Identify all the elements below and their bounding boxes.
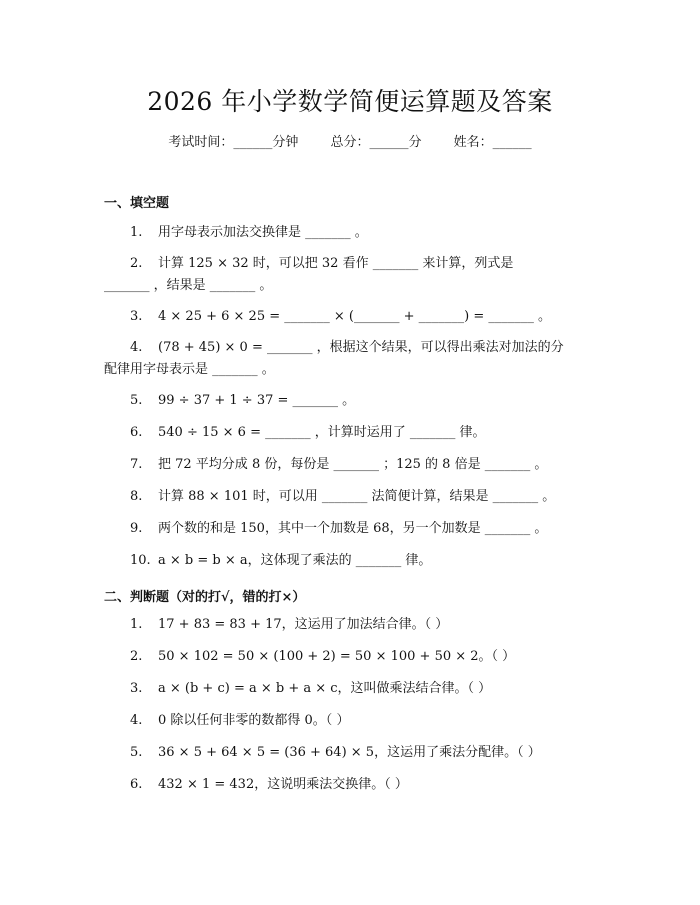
question-number: 6. [130,425,143,440]
exam-time: 考试时间：______分钟 [168,135,299,150]
page-title: 2026 年小学数学简便运算题及答案 [147,87,553,116]
question-number: 3. [130,681,143,696]
question-text: 36 × 5 + 64 × 5 = (36 + 64) × 5，这运用了乘法分配律。（ ） [158,745,541,760]
question-item [104,710,598,732]
question-number: 1. [130,225,143,240]
question-text: 用字母表示加法交换律是 _______ 。 [158,225,368,240]
question-number: 1. [130,617,143,632]
question-item [104,742,598,764]
question-item [104,253,598,297]
exam-meta [0,131,700,150]
question-text: 0 除以任何非零的数都得 0。（ ） [158,713,350,728]
question-text: 计算 88 × 101 时，可以用 _______ 法简便计算，结果是 _______ 。 [158,489,556,504]
question-number: 2. [130,256,143,271]
question-text: (78 + 45) × 0 = _______ ，根据这个结果，可以得出乘法对加法的分 [158,340,564,355]
question-number: 5. [130,393,143,408]
question-number: 3. [130,309,143,324]
question-item [104,337,598,381]
question-item [104,222,598,244]
question-text: 99 ÷ 37 + 1 ÷ 37 = _______ 。 [158,393,356,408]
question-number: 2. [130,649,143,664]
student-name: 姓名：______ [453,135,532,150]
question-item [104,306,598,328]
question-item [104,678,598,700]
question-number: 4. [130,713,143,728]
question-item [104,646,598,668]
question-number: 4. [130,340,143,355]
question-number: 9. [130,521,143,536]
question-text: 17 + 83 = 83 + 17，这运用了加法结合律。（ ） [158,617,449,632]
question-text: 540 ÷ 15 × 6 = _______ ，计算时运用了 _______ 律。 [158,425,486,440]
section-heading-true-false: 二、判断题（对的打√，错的打×） [104,590,306,605]
question-item [104,422,598,444]
question-text: 50 × 102 = 50 × (100 + 2) = 50 × 100 + 50 × 2。（ ） [158,649,516,664]
question-number: 7. [130,457,143,472]
question-text: 把 72 平均分成 8 份，每份是 _______ ；125 的 8 倍是 _______ 。 [158,457,548,472]
question-item [104,550,598,572]
total-score: 总分：______分 [330,135,422,150]
question-item [104,390,598,412]
question-item [104,454,598,476]
question-text: a × b = b × a，这体现了乘法的 _______ 律。 [158,553,432,568]
question-number: 8. [130,489,143,504]
question-number: 5. [130,745,143,760]
question-item [104,518,598,540]
question-text-continued: _______ ，结果是 _______ 。 [104,278,273,293]
question-text: 两个数的和是 150，其中一个加数是 68，另一个加数是 _______ 。 [158,521,548,536]
question-number: 6. [130,777,143,792]
question-item [104,614,598,636]
section-heading-fill-blank: 一、填空题 [104,196,170,211]
question-number: 10. [130,553,151,568]
question-text: 计算 125 × 32 时，可以把 32 看作 _______ 来计算，列式是 [158,256,514,271]
question-text: a × (b + c) = a × b + a × c，这叫做乘法结合律。（ ） [158,681,492,696]
question-text-continued: 配律用字母表示是 _______ 。 [104,362,275,377]
question-item [104,486,598,508]
question-text: 4 × 25 + 6 × 25 = _______ × (_______ + _______) = _______ 。 [158,309,552,324]
question-text: 432 × 1 = 432，这说明乘法交换律。（ ） [158,777,408,792]
question-item [104,774,598,796]
